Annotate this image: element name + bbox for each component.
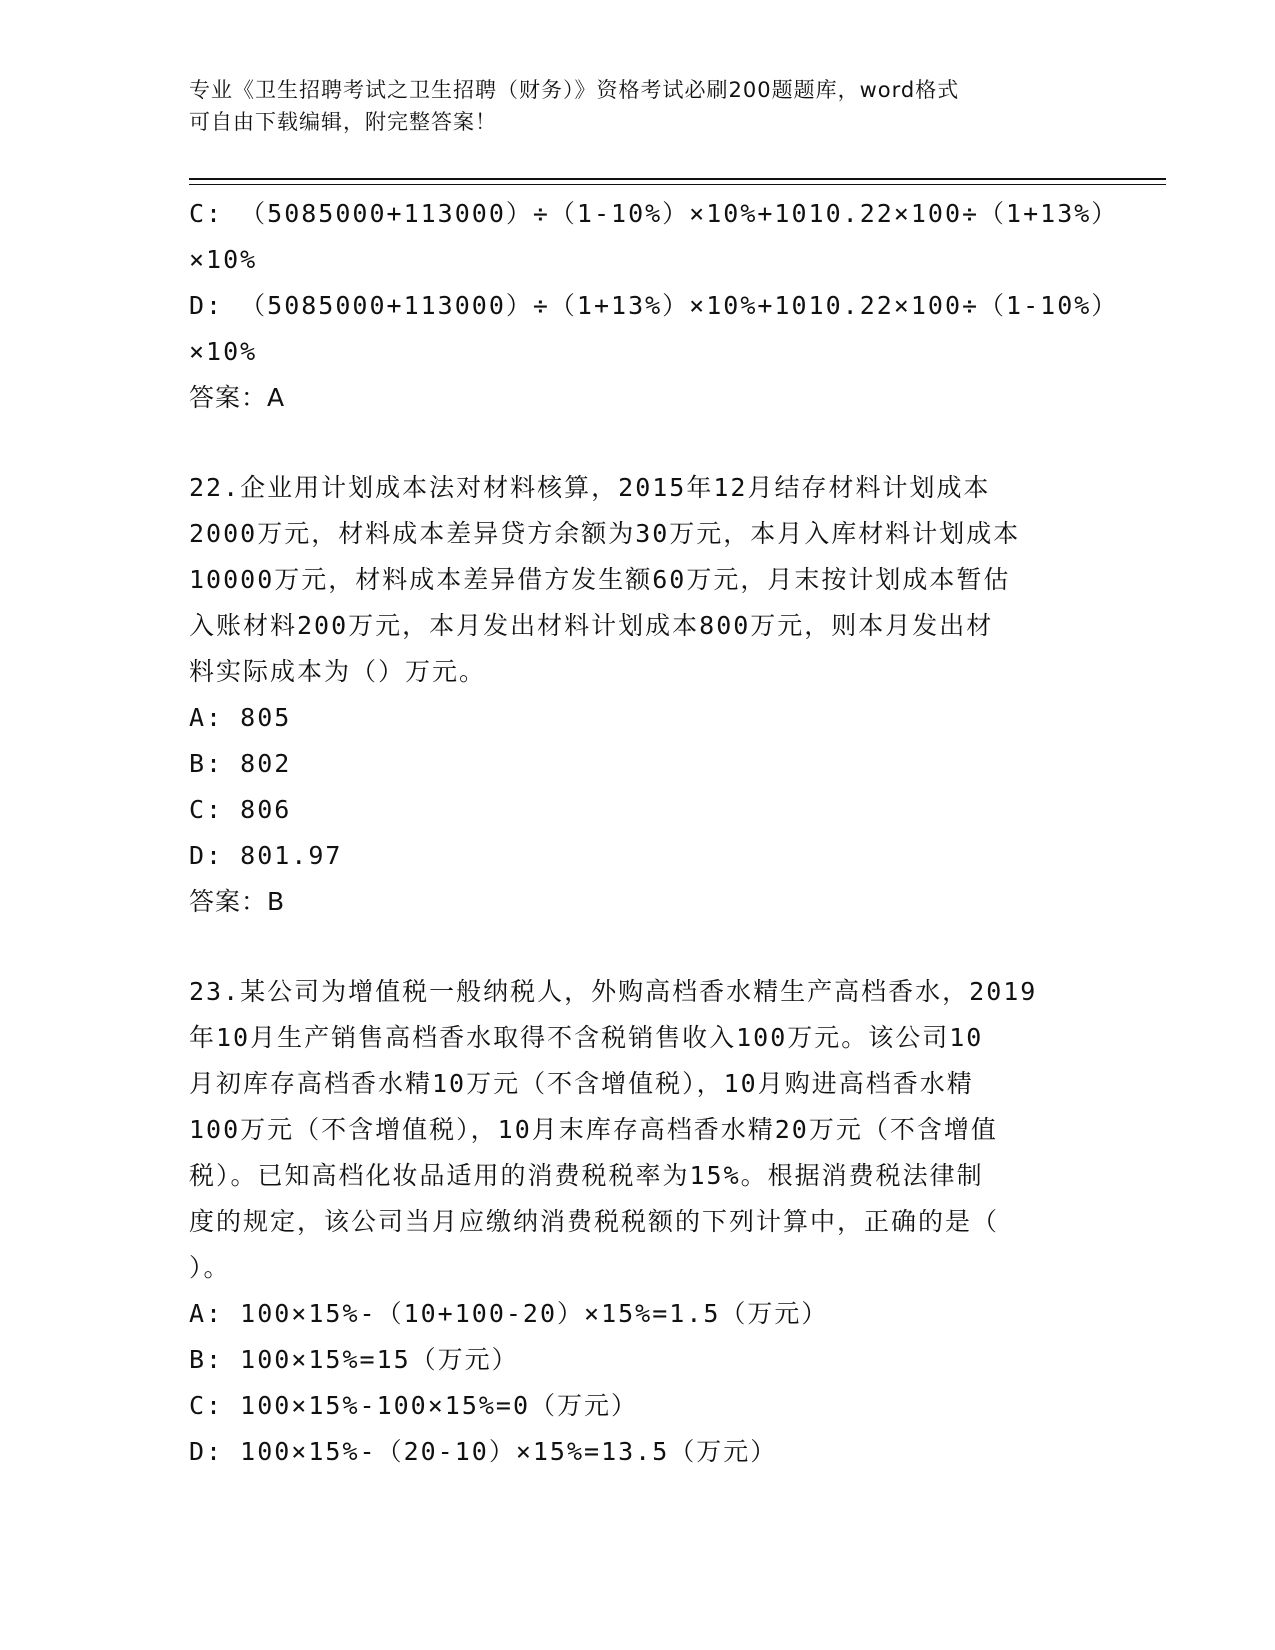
question-text-line: 100万元（不含增值税），10月末库存高档香水精20万元（不含增值: [189, 1115, 998, 1144]
header-line-2: 可自由下载编辑，附完整答案！: [189, 110, 497, 134]
option-c: C: 806: [189, 795, 292, 824]
question-text-line: 料实际成本为（）万元。: [189, 657, 487, 686]
option-d: D: 801.97: [189, 841, 343, 870]
question-text-line: 税）。已知高档化妆品适用的消费税税率为15%。根据消费税法律制: [189, 1161, 984, 1190]
option-c-line-2: ×10%: [189, 245, 258, 274]
option-d-line-2: ×10%: [189, 337, 258, 366]
option-c-line-1: C: （5085000+113000）÷（1-10%）×10%+1010.22×100÷（1+13%）: [189, 199, 1119, 228]
option-d-line-1: D: （5085000+113000）÷（1+13%）×10%+1010.22×100÷（1-10%）: [189, 291, 1119, 320]
question-22: [189, 465, 1089, 925]
question-text-line: 度的规定，该公司当月应缴纳消费税税额的下列计算中，正确的是（: [189, 1207, 1000, 1236]
answer-line: 答案：B: [189, 887, 286, 916]
question-text-line: 入账材料200万元，本月发出材料计划成本800万元，则本月发出材: [189, 611, 994, 640]
question-text-line: 月初库存高档香水精10万元（不含增值税），10月购进高档香水精: [189, 1069, 974, 1098]
header-line-1: 专业《卫生招聘考试之卫生招聘（财务）》资格考试必刷200题题库，word格式: [189, 78, 960, 102]
document-header: [189, 74, 1089, 138]
option-d: D: 100×15%-（20-10）×15%=13.5（万元）: [189, 1437, 778, 1466]
option-b: B: 802: [189, 749, 292, 778]
question-text-line: 23.某公司为增值税一般纳税人，外购高档香水精生产高档香水，2019: [189, 977, 1038, 1006]
answer-line: 答案：A: [189, 383, 286, 412]
option-a: A: 100×15%-（10+100-20）×15%=1.5（万元）: [189, 1299, 829, 1328]
question-text-line: ）。: [189, 1253, 231, 1282]
option-b: B: 100×15%=15（万元）: [189, 1345, 519, 1374]
header-divider-thin: [189, 184, 1166, 185]
question-text-line: 年10月生产销售高档香水取得不含税销售收入100万元。该公司10: [189, 1023, 984, 1052]
question-text-line: 10000万元，材料成本差异借方发生额60万元，月末按计划成本暂估: [189, 565, 1011, 594]
option-c: C: 100×15%-100×15%=0（万元）: [189, 1391, 639, 1420]
question-text-line: 22.企业用计划成本法对材料核算，2015年12月结存材料计划成本: [189, 473, 991, 502]
option-a: A: 805: [189, 703, 292, 732]
document-body: [189, 191, 1119, 1475]
header-divider-thick: [189, 178, 1166, 180]
question-23: [189, 969, 1089, 1475]
question-text-line: 2000万元，材料成本差异贷方余额为30万元，本月入库材料计划成本: [189, 519, 1021, 548]
